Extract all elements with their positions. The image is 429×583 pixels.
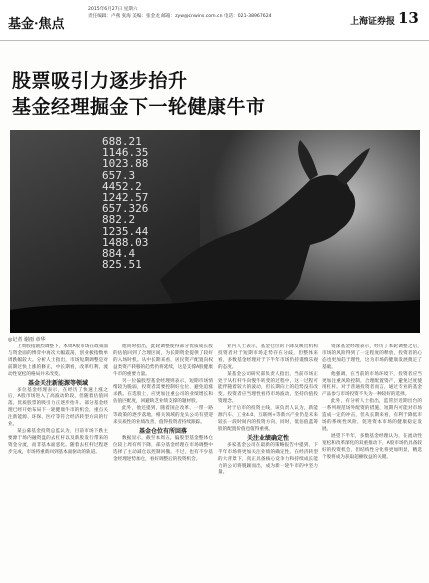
page-number: 13 — [398, 9, 419, 27]
header-editors: 责任编辑：卢燕 张海 美编：张金龙 邮箱：zyw@cnwins.com.cn 电话：021-38967624 — [88, 14, 272, 19]
newspaper-name: 上海证券报 — [350, 17, 396, 27]
subheading: 基金仓位有所回落 — [138, 427, 187, 435]
paragraph: 对于后市的投资主线，该负责人认为，新能源汽车、工业4.0、互联网+等新兴产业仍是未来较长一段时间内的投资方向，同时，低估值蓝筹股的配置价值也值得重视。 — [218, 406, 318, 432]
header-date: 2015年6月27日 星期六 — [88, 7, 138, 12]
ticker-value: 657.326 — [102, 202, 149, 216]
paragraph: 上周股指剧烈调整下，本周A股市场在政策面与资金面的博弈中再次大幅震荡，创业板指数单周跌幅较大。分析人士指出，市场短期调整是对前期过快上涨的修正，中长期看，改革红利、流动性宽松的格局并未改变。 — [8, 344, 108, 377]
stock-ticker-overlay — [102, 136, 148, 270]
headline-line-2: 基金经理掘金下一轮健康牛市 — [12, 96, 266, 118]
ticker-value: 688.21 — [102, 135, 142, 148]
paragraph: 资深基金经理表示，经历了本轮调整之后，市场的风险得到了一定程度的释放，投资者的心态也更加趋于理性，这为市场的健康发展奠定了基础。 — [322, 344, 422, 370]
ticker-value: 1488.03 — [102, 235, 149, 249]
ticker-value: 825.51 — [102, 258, 142, 272]
paragraph: 展望下半年，多数基金经理认为，在流动性宽松和改革深化的双重推动下，A股市场仍具备较好的投资机会，但结构性分化将更加明显，精选个股将成为获取超额收益的关键。 — [322, 433, 422, 460]
article-body — [8, 344, 422, 576]
paragraph: 某基金公司研究部负责人指出，当前市场正处于从杠杆牛向慢牛转变的过程中，这一过程可能伴随着较大的波动，但长期向上的趋势没有改变。投资者应当理性看待市场波动，坚持价值投资理念。 — [218, 371, 318, 405]
paragraph: 某公募基金投资总监认为，目前市场下跌主要源于场内融资盘的去杠杆以及新股发行带来的资金分流，而非基本面恶化。随着去杠杆过程逐步完成，市场将重新回到基本面驱动的轨道。 — [8, 428, 108, 455]
paragraph: 多家基金公司在最新的策略报告中提到，下半年市场将更加关注业绩的确定性。在经济转型的大背景下，真正具备核心竞争力和持续成长能力的公司将脱颖而出，成为新一轮牛市的中坚力量。 — [218, 442, 318, 476]
article-column-3 — [218, 344, 318, 576]
bull-stock-photo — [10, 130, 420, 333]
ticker-value: 1235.44 — [102, 224, 149, 238]
paragraph: 他同时指出，此轮调整使得部分优质成长股的估值回到了合理区间，为长期资金提供了较好的入场时机。从中长期来看，居民资产配置向权益类资产转移的趋势仍将延续，这是支撑A股健康牛市的重要力量。 — [113, 344, 213, 377]
headline-line-1: 股票吸引力逐步抬升 — [12, 70, 188, 92]
bull-illustration — [10, 130, 420, 333]
paragraph: 他强调，在当前的市场环境下，投资者应当更加注重风险控制，合理配置资产，避免过度使用杠杆。对于普通投资者而言，通过专业的基金产品参与市场投资不失为一种较好的选择。 — [322, 371, 422, 398]
byline: ◎记者 谢雨 章华 — [8, 337, 46, 343]
paragraph: 数据显示，截至本周五，偏股型基金整体仓位较上周有所下降，部分基金经理在市场调整中选择了主动减仓以控制回撤。不过，也有不少基金经理逆势加仓，看好调整后的投资机会。 — [113, 435, 213, 462]
paragraph: 业内人士表示，基金仓位的下降反映出机构投资者对于短期市场走势存在分歧，但整体来看，多数基金经理对于下半年市场仍持谨慎乐观的态度。 — [218, 344, 318, 370]
ticker-value: 1023.88 — [102, 157, 149, 171]
subheading: 基金关注新能源等领域 — [27, 379, 88, 387]
ticker-value: 4452.2 — [102, 179, 142, 193]
article-column-1 — [8, 344, 108, 576]
paragraph: 多位基金经理表示，在经历了快速上涨之后，A股市场进入了高波动阶段，但随着估值回落，优质股票的吸引力正逐步抬升。部分基金经理已经开始布局下一轮健康牛市的机会，重点关注新能源、环保、医疗等符合经济转型方向的行业。 — [8, 387, 108, 428]
article-column-4 — [322, 344, 422, 576]
subheading: 关注业绩确定性 — [246, 434, 289, 442]
paragraph: 另一位偏股型基金经理则表示，短期市场情绪较为脆弱，投资者需要控制好仓位，避免追涨杀跌。在选股上，应更加注重公司的业绩增长和估值匹配度，回避缺乏业绩支撑的题材股。 — [113, 378, 213, 405]
section-title: 基金·焦点 — [8, 17, 65, 32]
header-meta — [88, 6, 283, 20]
ticker-value: 657.3 — [102, 168, 136, 182]
ticker-value: 882.2 — [102, 213, 136, 227]
page-header — [0, 0, 429, 41]
ticker-value: 1146.35 — [102, 146, 149, 160]
article-column-2 — [113, 344, 213, 576]
paragraph: 此外，有分析人士指出，监管层近期出台的一系列规范场外配资的措施，短期内可能对市场造成一定的冲击，但从长期来看，有利于降低市场的系统性风险，促进资本市场的健康稳定发展。 — [322, 399, 422, 432]
ticker-value: 1242.57 — [102, 191, 149, 205]
ticker-value: 884.4 — [102, 247, 136, 261]
paragraph: 此外，他还提到，随着国企改革、一带一路等政策的逐步落地，相关领域的龙头公司有望迎来实质性的业绩改善，值得投资者持续跟踪。 — [113, 406, 213, 425]
